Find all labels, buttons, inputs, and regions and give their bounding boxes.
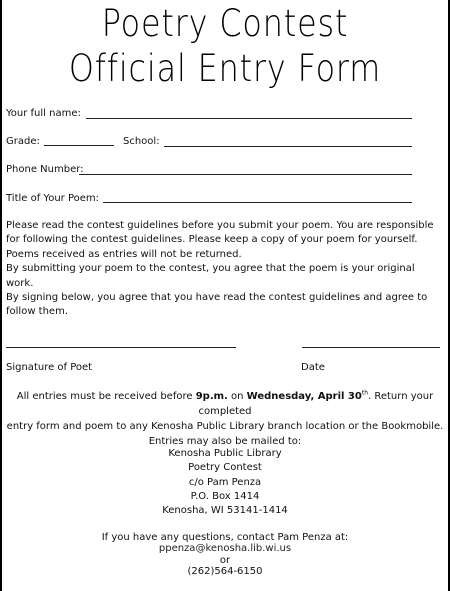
deadline-day: Wednesday, April 30 <box>246 391 362 402</box>
address-line: c/o Pam Penza <box>188 476 262 488</box>
address-line: Kenosha Public Library <box>168 448 282 459</box>
instructions-block <box>6 219 444 320</box>
contact-block <box>0 531 450 577</box>
contact-email-wrapper <box>0 545 450 554</box>
deadline-line-2: entry form and poem to any Kenosha Public Library branch location or the Bookmobile. <box>6 421 444 432</box>
phone-field[interactable] <box>79 174 412 175</box>
school-label: School: <box>123 136 160 147</box>
deadline-line-1 <box>0 389 450 419</box>
phone-label: Phone Number: <box>6 164 84 175</box>
poem-title-label: Title of Your Poem: <box>6 193 100 204</box>
contact-email[interactable]: ppenza@kenosha.lib.wi.us <box>158 543 292 554</box>
form-title-line1: Poetry Contest <box>101 2 349 45</box>
address-line: Kenosha, WI 53141-1414 <box>162 505 288 517</box>
contact-phone-wrapper <box>0 565 450 577</box>
instructions-paragraph-1: Please read the contest guidelines before you submit your poem. You are responsible for following the contest guidelines. Please keep a copy of your poem for yourself. Poems received as entries will not be returned. <box>6 220 434 260</box>
poem-title-field[interactable] <box>103 202 412 203</box>
poem-title-row <box>6 191 416 207</box>
deadline-intro: All entries must be received before <box>16 391 196 402</box>
instructions-paragraph-3: By signing below, you agree that you have read the contest guidelines and agree to follow them. <box>6 292 428 318</box>
contact-phone: (262)564-6150 <box>187 566 263 577</box>
phone-row <box>6 162 416 178</box>
full-name-row <box>6 106 416 122</box>
contact-intro: If you have any questions, contact Pam Penza at: <box>101 532 349 543</box>
school-field[interactable] <box>164 146 412 147</box>
address-line: Poetry Contest <box>188 462 262 474</box>
mailing-address <box>0 447 450 518</box>
full-name-label: Your full name: <box>6 108 81 119</box>
deadline-time: 9p.m. <box>195 391 228 402</box>
date-label: Date <box>301 362 325 373</box>
contact-or: or <box>219 555 231 566</box>
date-field[interactable] <box>302 347 440 348</box>
address-line: P.O. Box 1414 <box>190 490 260 502</box>
deadline-line-3: Entries may also be mailed to: <box>148 436 302 447</box>
deadline-rest: . Return your completed <box>198 391 434 417</box>
signature-field[interactable] <box>6 347 236 348</box>
form-title-line2: Official Entry Form <box>68 47 382 90</box>
full-name-field[interactable] <box>86 118 412 119</box>
grade-label: Grade: <box>6 136 40 147</box>
grade-school-row <box>6 134 416 150</box>
grade-field[interactable] <box>44 145 114 146</box>
deadline-notice <box>0 389 450 449</box>
deadline-on: on <box>227 391 247 402</box>
deadline-day-suffix: th <box>361 389 368 397</box>
signature-label: Signature of Poet <box>6 362 93 373</box>
instructions-paragraph-2: By submitting your poem to the contest, you agree that the poem is your original work. <box>6 263 415 289</box>
